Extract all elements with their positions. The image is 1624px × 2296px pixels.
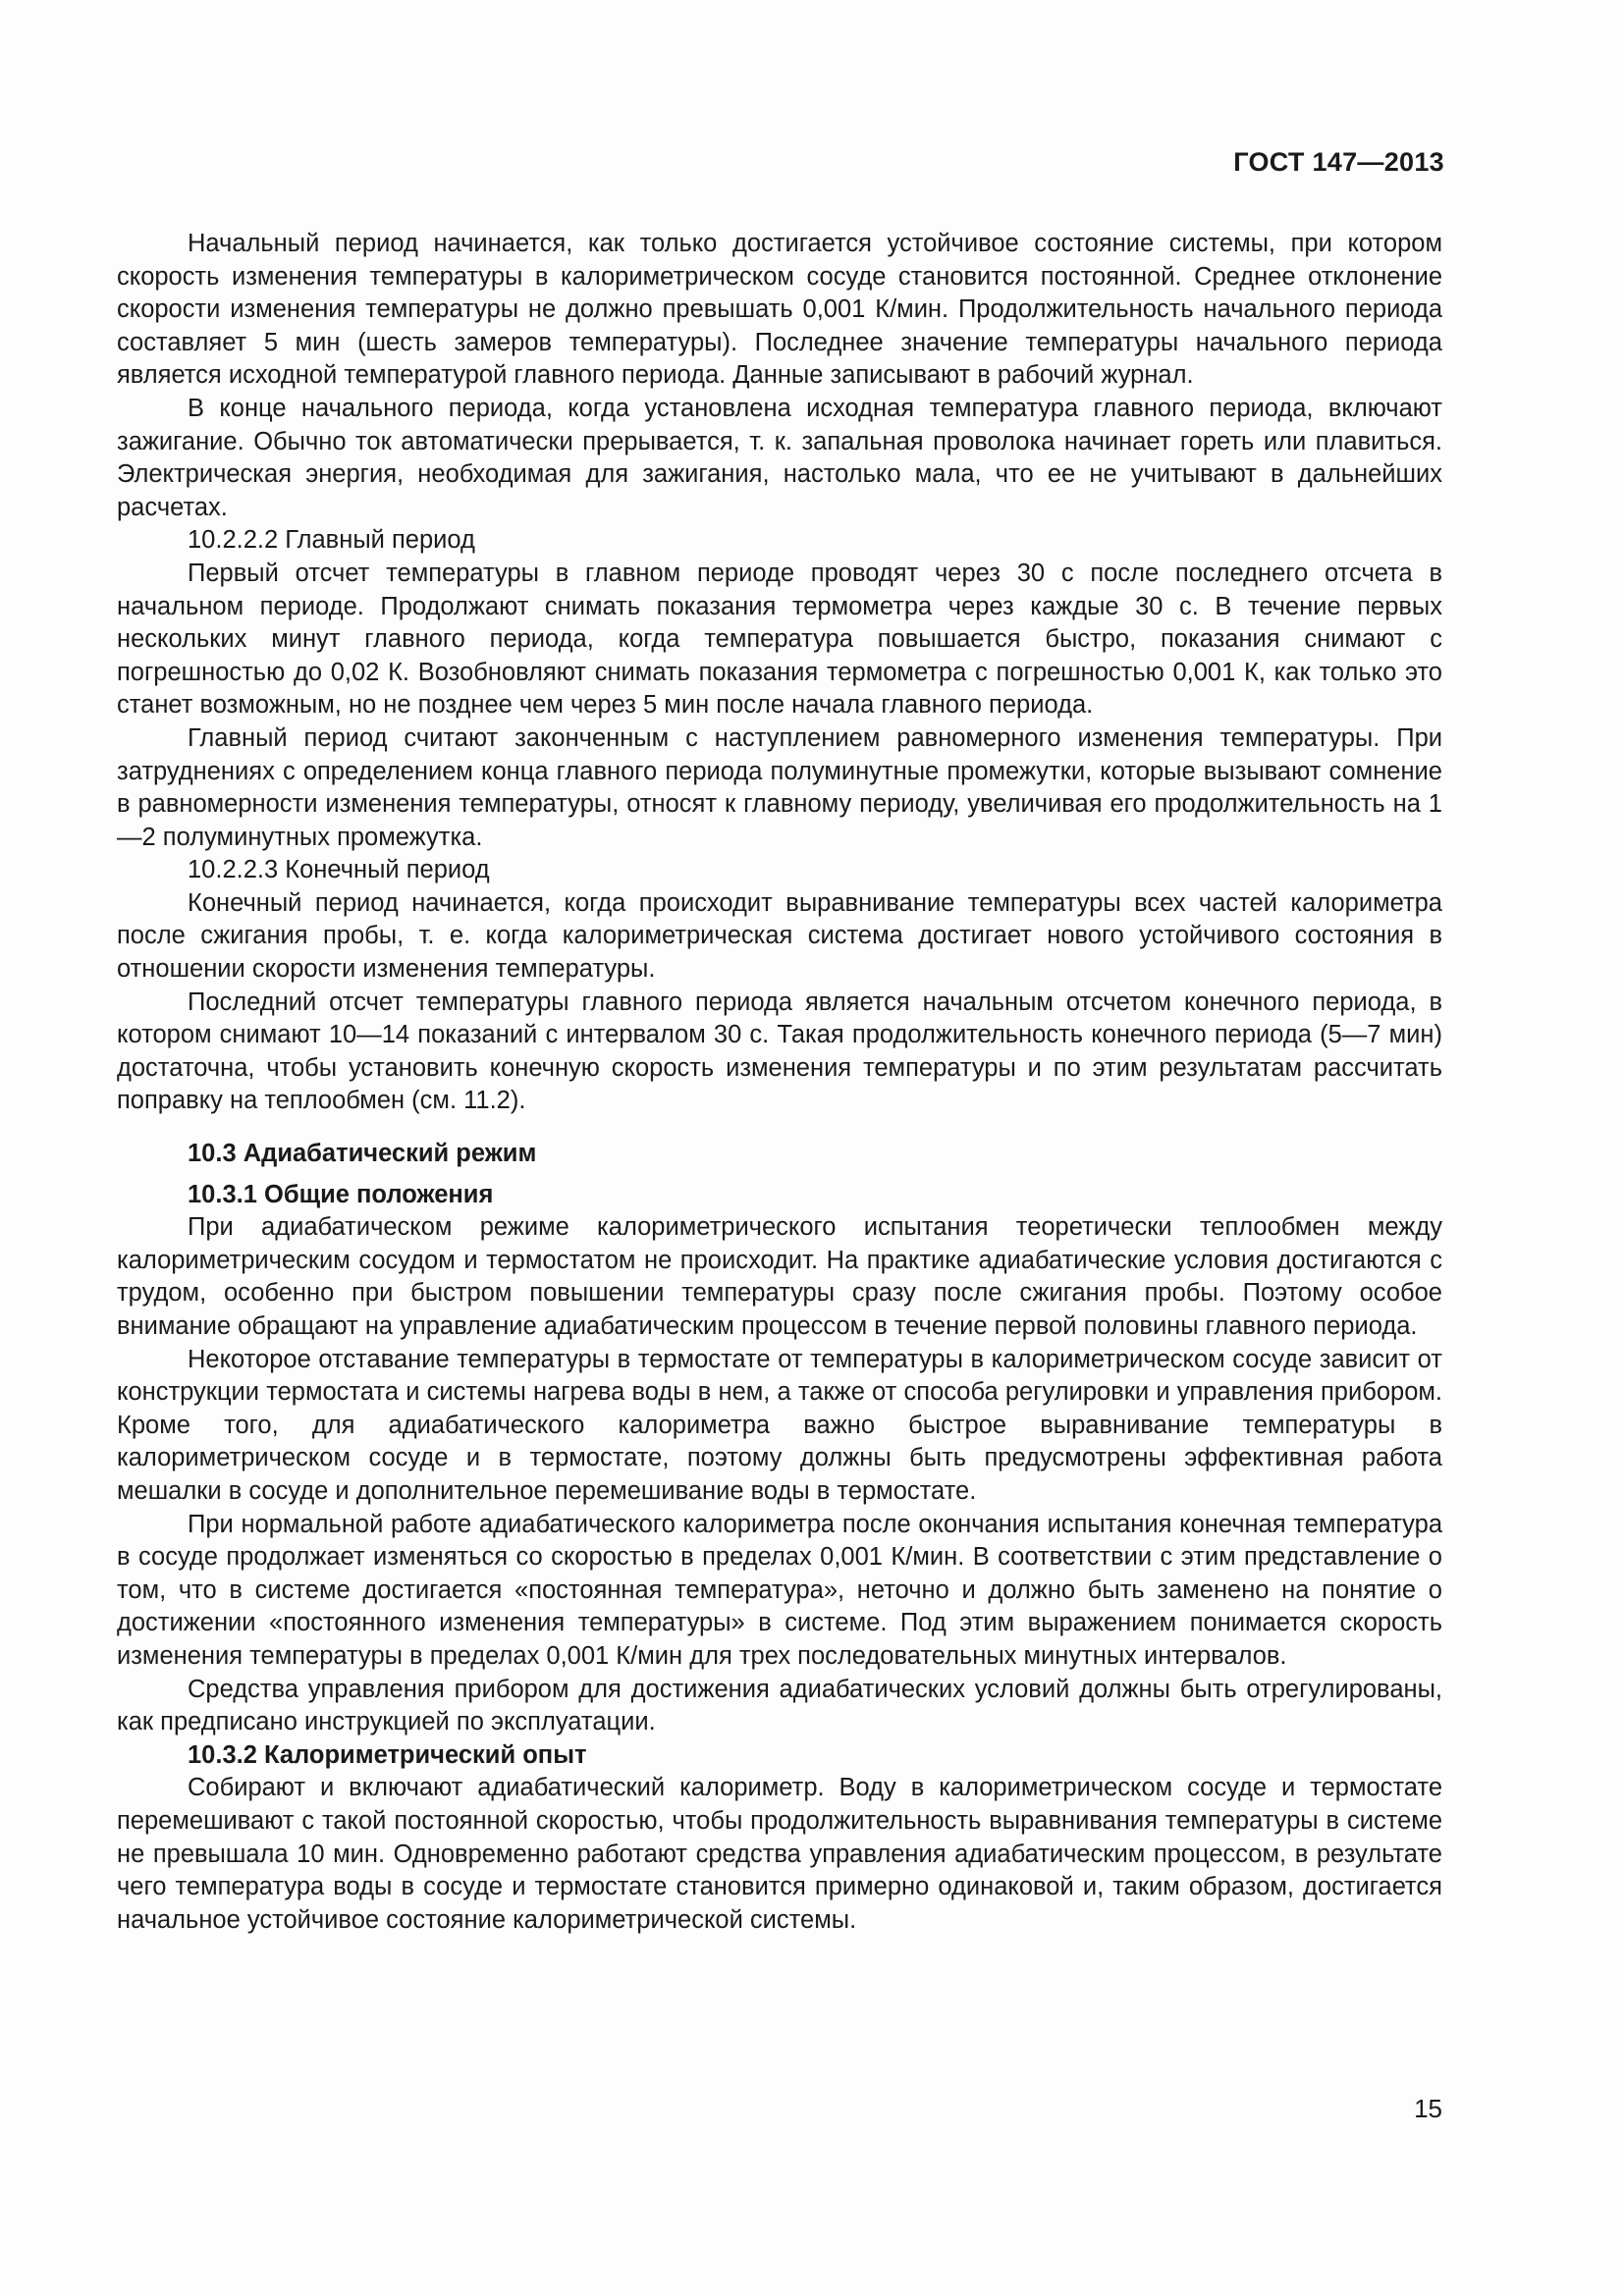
paragraph: При нормальной работе адиабатического калориметра после окончания испытания конечная температура в сосуде продолжает изменяться со скоростью в пределах 0,001 К/мин. В соответствии с этим представление о том, что в системе достигается «постоянная температура», неточно и должно быть заменено на понятие о достижении «постоянного изменения температуры» в системе. Под этим выражением понимается скорость изменения температуры в пределах 0,001 К/мин для трех последовательных минутных интервалов. (117, 1510, 1442, 1670)
document-header: ГОСТ 147—2013 (1233, 147, 1444, 177)
paragraph: Некоторое отставание температуры в термостате от температуры в калориметрическом сосуде зависит от конструкции термостата и системы нагрева воды в нем, а также от способа регулировки и управления прибором. Кроме того, для адиабатического калориметра важно быстрое выравнивание температуры в калориметрическом сосуде и в термостате, поэтому должны быть предусмотрены эффективная работа мешалки в сосуде и дополнительное перемешивание воды в термостате. (117, 1345, 1442, 1505)
paragraph: Конечный период начинается, когда происходит выравнивание температуры всех частей калориметра после сжигания пробы, т. е. когда калориметрическая система достигает нового устойчивого состояния в отношении скорости изменения температуры. (117, 888, 1442, 984)
paragraph: В конце начального периода, когда установлена исходная температура главного периода, включают зажигание. Обычно ток автоматически прерывается, т. к. запальная проволока начинает гореть или плавиться. Электрическая энергия, необходимая для зажигания, настолько мала, что ее не учитывают в дальнейших расчетах. (117, 394, 1442, 521)
document-body (117, 228, 1442, 1937)
paragraph: Начальный период начинается, как только достигается устойчивое состояние системы, при котором скорость изменения температуры в калориметрическом сосуде становится постоянной. Среднее отклонение скорости изменения температуры не должно превышать 0,001 К/мин. Продолжительность начального периода составляет 5 мин (шесть замеров температуры). Последнее значение температуры начального периода является исходной температурой главного периода. Данные записывают в рабочий журнал. (117, 230, 1442, 390)
page-number: 15 (1414, 2094, 1442, 2123)
section-heading: 10.3 Адиабатический режим (188, 1140, 537, 1168)
subsection-title: 10.2.2.2 Главный период (188, 526, 475, 555)
paragraph: Средства управления прибором для достижения адиабатических условий должны быть отрегулированы, как предписано инструкцией по эксплуатации. (117, 1675, 1442, 1736)
section-heading: 10.3.1 Общие положения (188, 1180, 494, 1208)
paragraph: Первый отсчет температуры в главном периоде проводят через 30 с после последнего отсчета в начальном периоде. Продолжают снимать показания термометра через каждые 30 с. В течение первых нескольких минут главного периода, когда температура повышается быстро, показания снимают с погрешностью до 0,02 К. Возобновляют снимать показания термометра с погрешностью 0,001 К, как только это станет возможным, но не позднее чем через 5 мин после начала главного периода. (117, 559, 1442, 720)
paragraph: Главный период считают законченным с наступлением равномерного изменения температуры. При затруднениях с определением конца главного периода полуминутные промежутки, которые вызывают сомнение в равномерности изменения температуры, относят к главному периоду, увеличивая его продолжительность на 1—2 полуминутных промежутка. (117, 723, 1442, 851)
subsection-title: 10.2.2.3 Конечный период (188, 856, 490, 884)
paragraph: Собирают и включают адиабатический калориметр. Воду в калориметрическом сосуде и термостате перемешивают с такой постоянной скоростью, чтобы продолжительность выравнивания температуры в системе не превышала 10 мин. Одновременно работают средства управления адиабатическим процессом, в результате чего температура воды в сосуде и термостате становится примерно одинаковой и, таким образом, достигается начальное устойчивое состояние калориметрической системы. (117, 1774, 1442, 1934)
paragraph: Последний отсчет температуры главного периода является начальным отсчетом конечного периода, в котором снимают 10—14 показаний с интервалом 30 с. Такая продолжительность конечного периода (5—7 мин) достаточна, чтобы установить конечную скорость изменения температуры и по этим результатам рассчитать поправку на теплообмен (см. 11.2). (117, 988, 1442, 1115)
paragraph: При адиабатическом режиме калориметрического испытания теоретически теплообмен между калориметрическим сосудом и термостатом не происходит. На практике адиабатические условия достигаются с трудом, особенно при быстром повышении температуры сразу после сжигания пробы. Поэтому особое внимание обращают на управление адиабатическим процессом в течение первой половины главного периода. (117, 1213, 1442, 1340)
section-heading: 10.3.2 Калориметрический опыт (188, 1740, 587, 1769)
